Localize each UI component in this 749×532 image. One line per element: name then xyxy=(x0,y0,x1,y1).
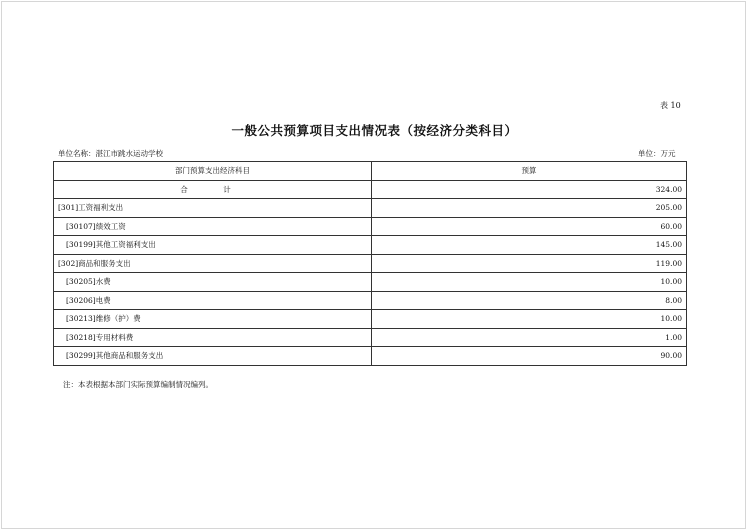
row-value: 10.00 xyxy=(372,310,687,329)
table-row xyxy=(54,217,687,236)
row-subject: [30213]维修（护）费 xyxy=(54,310,372,329)
total-label: 合 计 xyxy=(54,180,372,199)
document-title: 一般公共预算项目支出情况表（按经济分类科目） xyxy=(231,123,518,138)
total-row xyxy=(54,180,687,199)
footnote: 注：本表根据本部门实际预算编制情况编列。 xyxy=(63,380,213,389)
row-subject: [30199]其他工资福利支出 xyxy=(54,236,372,255)
row-value: 205.00 xyxy=(372,199,687,218)
table-row xyxy=(54,273,687,292)
table-number: 表 10 xyxy=(660,101,681,110)
row-value: 145.00 xyxy=(372,236,687,255)
unit-measure: 单位：万元 xyxy=(638,149,676,158)
budget-table xyxy=(53,161,687,366)
total-value: 324.00 xyxy=(372,180,687,199)
row-subject: [302]商品和服务支出 xyxy=(54,254,372,273)
table-row xyxy=(54,328,687,347)
row-subject: [301]工资福利支出 xyxy=(54,199,372,218)
table-row xyxy=(54,254,687,273)
row-value: 8.00 xyxy=(372,291,687,310)
row-value: 1.00 xyxy=(372,328,687,347)
row-value: 90.00 xyxy=(372,347,687,366)
table-row xyxy=(54,236,687,255)
row-value: 119.00 xyxy=(372,254,687,273)
row-subject: [30205]水费 xyxy=(54,273,372,292)
row-value: 10.00 xyxy=(372,273,687,292)
table-header-row xyxy=(54,162,687,181)
table-row xyxy=(54,291,687,310)
header-budget: 预算 xyxy=(372,162,687,181)
header-subject: 部门预算支出经济科目 xyxy=(54,162,372,181)
table-row xyxy=(54,199,687,218)
row-subject: [30206]电费 xyxy=(54,291,372,310)
row-subject: [30299]其他商品和服务支出 xyxy=(54,347,372,366)
table-row xyxy=(54,347,687,366)
row-subject: [30218]专用材料费 xyxy=(54,328,372,347)
unit-name: 单位名称：湛江市跳水运动学校 xyxy=(58,149,163,158)
table-row xyxy=(54,310,687,329)
row-value: 60.00 xyxy=(372,217,687,236)
row-subject: [30107]绩效工资 xyxy=(54,217,372,236)
